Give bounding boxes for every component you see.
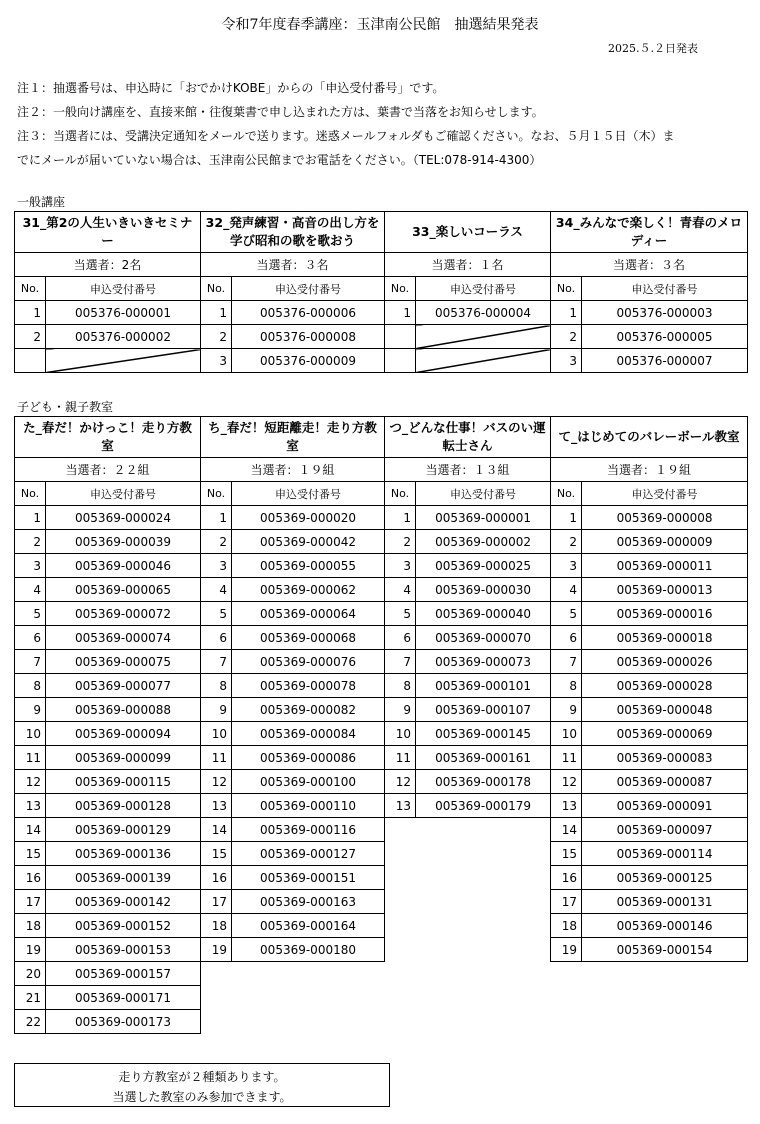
notice-line-1: 走り方教室が２種類あります。 bbox=[118, 1070, 286, 1084]
blank-cell bbox=[201, 962, 232, 986]
entry-no: 13 bbox=[15, 794, 46, 818]
entry-number: 005369-000101 bbox=[416, 674, 551, 698]
blank-cell bbox=[416, 842, 551, 866]
blank-cell bbox=[232, 962, 385, 986]
entry-no: 5 bbox=[15, 602, 46, 626]
entry-no: 2 bbox=[551, 325, 582, 349]
entry-number: 005369-000076 bbox=[232, 650, 385, 674]
entry-number: 005376-000006 bbox=[232, 301, 385, 325]
entry-number: 005369-000094 bbox=[46, 722, 201, 746]
entry-number: 005376-000009 bbox=[232, 349, 385, 373]
no-header: No. bbox=[385, 277, 416, 301]
entry-no: 10 bbox=[385, 722, 416, 746]
entry-no: 9 bbox=[385, 698, 416, 722]
entry-no: 5 bbox=[201, 602, 232, 626]
notes bbox=[17, 76, 747, 172]
entry-no: 2 bbox=[385, 530, 416, 554]
course-title: て_はじめてのバレーボール教室 bbox=[551, 417, 748, 458]
entry-number: 005369-000086 bbox=[232, 746, 385, 770]
entry-number: 005369-000002 bbox=[416, 530, 551, 554]
no-header: No. bbox=[551, 482, 582, 506]
entry-number: 005369-000100 bbox=[232, 770, 385, 794]
blank-cell bbox=[416, 986, 551, 1010]
note-2: 注２：一般向け講座を、直接来館・往復葉書で申し込まれた方は、葉書で当落をお知らせします。 bbox=[17, 105, 544, 119]
entry-no: 19 bbox=[15, 938, 46, 962]
entry-no: 11 bbox=[385, 746, 416, 770]
kids-heading: 子ども・親子教室 bbox=[17, 400, 114, 414]
entry-number: 005369-000078 bbox=[232, 674, 385, 698]
table-row bbox=[15, 530, 748, 554]
entry-no: 11 bbox=[15, 746, 46, 770]
entry-no: 4 bbox=[551, 578, 582, 602]
entry-no: 14 bbox=[201, 818, 232, 842]
blank-cell bbox=[416, 914, 551, 938]
entry-number: 005369-000048 bbox=[582, 698, 748, 722]
entry-number: 005369-000142 bbox=[46, 890, 201, 914]
entry-no: 8 bbox=[15, 674, 46, 698]
entry-no: 3 bbox=[551, 554, 582, 578]
entry-no: 11 bbox=[201, 746, 232, 770]
note-3: 注３：当選者には、受講決定通知をメールで送ります。迷惑メールフォルダもご確認ください。なお、５月１５日（木）ま bbox=[17, 129, 675, 143]
entry-no: 13 bbox=[385, 794, 416, 818]
table-row bbox=[15, 626, 748, 650]
entry-number: 005369-000068 bbox=[232, 626, 385, 650]
entry-no: 11 bbox=[551, 746, 582, 770]
entry-no: 2 bbox=[201, 325, 232, 349]
table-row bbox=[15, 349, 748, 373]
entry-no: 4 bbox=[385, 578, 416, 602]
entry-no: 5 bbox=[385, 602, 416, 626]
entry-no: 10 bbox=[15, 722, 46, 746]
entry-number: 005369-000116 bbox=[232, 818, 385, 842]
blank-cell bbox=[551, 1010, 582, 1034]
entry-no: 15 bbox=[15, 842, 46, 866]
entry-number: 005369-000163 bbox=[232, 890, 385, 914]
winner-count-row bbox=[15, 458, 748, 482]
no-header: No. bbox=[551, 277, 582, 301]
entry-number: 005369-000139 bbox=[46, 866, 201, 890]
course-title: 34_みんなで楽しく！青春のメロディー bbox=[551, 212, 748, 253]
number-header: 申込受付番号 bbox=[582, 277, 748, 301]
blank-cell bbox=[551, 986, 582, 1010]
table-row bbox=[15, 506, 748, 530]
entry-no: 21 bbox=[15, 986, 46, 1010]
entry-no: 4 bbox=[15, 578, 46, 602]
blank-cell bbox=[385, 866, 416, 890]
entry-no: 1 bbox=[15, 506, 46, 530]
entry-no: 7 bbox=[551, 650, 582, 674]
entry-no: 8 bbox=[385, 674, 416, 698]
notice-line-2: 当選した教室のみ参加できます。 bbox=[112, 1090, 292, 1104]
table-row bbox=[15, 1010, 748, 1034]
entry-number: 005369-000042 bbox=[232, 530, 385, 554]
table-row bbox=[15, 914, 748, 938]
course-title: た_春だ！かけっこ！走り方教室 bbox=[15, 417, 201, 458]
blank-cell bbox=[582, 986, 748, 1010]
entry-number: 005369-000129 bbox=[46, 818, 201, 842]
entry-no: 3 bbox=[201, 554, 232, 578]
winner-count: 当選者：１３組 bbox=[385, 458, 551, 482]
table-row bbox=[15, 962, 748, 986]
entry-no: 7 bbox=[15, 650, 46, 674]
no-header: No. bbox=[15, 482, 46, 506]
entry-no: 16 bbox=[551, 866, 582, 890]
entry-no: 8 bbox=[551, 674, 582, 698]
entry-no: 2 bbox=[15, 325, 46, 349]
number-header: 申込受付番号 bbox=[46, 277, 201, 301]
empty-no-cell bbox=[385, 349, 416, 373]
table-row bbox=[15, 325, 748, 349]
note-1: 注１：抽選番号は、申込時に「おでかけKOBE」からの「申込受付番号」です。 bbox=[17, 81, 445, 95]
course-title: 33_楽しいコーラス bbox=[385, 212, 551, 253]
entry-no: 19 bbox=[201, 938, 232, 962]
entry-number: 005369-000026 bbox=[582, 650, 748, 674]
entry-no: 15 bbox=[201, 842, 232, 866]
table-row bbox=[15, 578, 748, 602]
entry-no: 16 bbox=[201, 866, 232, 890]
entry-number: 005369-000074 bbox=[46, 626, 201, 650]
entry-no: 3 bbox=[551, 349, 582, 373]
entry-number: 005369-000114 bbox=[582, 842, 748, 866]
entry-number: 005369-000171 bbox=[46, 986, 201, 1010]
entry-no: 1 bbox=[385, 301, 416, 325]
entry-number: 005369-000099 bbox=[46, 746, 201, 770]
entry-number: 005369-000030 bbox=[416, 578, 551, 602]
general-heading: 一般講座 bbox=[17, 195, 66, 209]
entry-no: 6 bbox=[201, 626, 232, 650]
winner-count: 当選者：１９組 bbox=[201, 458, 385, 482]
number-header: 申込受付番号 bbox=[416, 482, 551, 506]
note-3-cont: でにメールが届いていない場合は、玉津南公民館までお電話をください。（TEL:078-914-4300） bbox=[17, 153, 542, 167]
crossed-out-cell bbox=[416, 325, 551, 349]
number-header: 申込受付番号 bbox=[582, 482, 748, 506]
entry-number: 005369-000013 bbox=[582, 578, 748, 602]
blank-cell bbox=[416, 866, 551, 890]
no-header: No. bbox=[385, 482, 416, 506]
entry-number: 005369-000072 bbox=[46, 602, 201, 626]
entry-no: 1 bbox=[15, 301, 46, 325]
entry-no: 18 bbox=[551, 914, 582, 938]
blank-cell bbox=[385, 938, 416, 962]
entry-number: 005369-000087 bbox=[582, 770, 748, 794]
entry-number: 005369-000097 bbox=[582, 818, 748, 842]
entry-no: 3 bbox=[385, 554, 416, 578]
entry-number: 005369-000110 bbox=[232, 794, 385, 818]
winner-count: 当選者：2名 bbox=[15, 253, 201, 277]
blank-cell bbox=[385, 890, 416, 914]
entry-number: 005376-000007 bbox=[582, 349, 748, 373]
entry-no: 1 bbox=[201, 301, 232, 325]
no-header: No. bbox=[201, 277, 232, 301]
entry-no: 16 bbox=[15, 866, 46, 890]
blank-cell bbox=[232, 986, 385, 1010]
number-header: 申込受付番号 bbox=[416, 277, 551, 301]
table-row bbox=[15, 890, 748, 914]
entry-no: 13 bbox=[551, 794, 582, 818]
entry-number: 005369-000157 bbox=[46, 962, 201, 986]
entry-number: 005369-000040 bbox=[416, 602, 551, 626]
entry-number: 005369-000115 bbox=[46, 770, 201, 794]
course-title: 32_発声練習・高音の出し方を学び昭和の歌を歌おう bbox=[201, 212, 385, 253]
number-header: 申込受付番号 bbox=[46, 482, 201, 506]
entry-number: 005369-000008 bbox=[582, 506, 748, 530]
entry-no: 7 bbox=[201, 650, 232, 674]
entry-no: 3 bbox=[201, 349, 232, 373]
winner-count: 当選者：２２組 bbox=[15, 458, 201, 482]
entry-number: 005369-000088 bbox=[46, 698, 201, 722]
course-title-row bbox=[15, 417, 748, 458]
entry-no: 1 bbox=[551, 506, 582, 530]
blank-cell bbox=[232, 1010, 385, 1034]
entry-number: 005369-000178 bbox=[416, 770, 551, 794]
notice-box bbox=[14, 1063, 390, 1107]
entry-number: 005369-000152 bbox=[46, 914, 201, 938]
crossed-out-cell bbox=[416, 349, 551, 373]
no-header: No. bbox=[15, 277, 46, 301]
entry-number: 005369-000046 bbox=[46, 554, 201, 578]
entry-no: 7 bbox=[385, 650, 416, 674]
entry-no: 1 bbox=[551, 301, 582, 325]
entry-number: 005369-000039 bbox=[46, 530, 201, 554]
entry-no: 17 bbox=[15, 890, 46, 914]
entry-no: 20 bbox=[15, 962, 46, 986]
entry-no: 1 bbox=[201, 506, 232, 530]
general-results-table bbox=[14, 211, 748, 373]
table-row bbox=[15, 650, 748, 674]
table-row bbox=[15, 770, 748, 794]
entry-number: 005369-000153 bbox=[46, 938, 201, 962]
course-title: つ_どんな仕事！バスのい運転士さん bbox=[385, 417, 551, 458]
blank-cell bbox=[385, 818, 416, 842]
column-header-row bbox=[15, 277, 748, 301]
blank-cell bbox=[416, 890, 551, 914]
entry-no: 12 bbox=[15, 770, 46, 794]
entry-no: 9 bbox=[551, 698, 582, 722]
entry-number: 005369-000136 bbox=[46, 842, 201, 866]
course-title: ち_春だ！短距離走！走り方教室 bbox=[201, 417, 385, 458]
entry-number: 005369-000179 bbox=[416, 794, 551, 818]
no-header: No. bbox=[201, 482, 232, 506]
table-row bbox=[15, 866, 748, 890]
crossed-out-cell bbox=[46, 349, 201, 373]
entry-no: 1 bbox=[385, 506, 416, 530]
entry-number: 005369-000164 bbox=[232, 914, 385, 938]
kids-results-table bbox=[14, 416, 748, 1034]
entry-number: 005369-000070 bbox=[416, 626, 551, 650]
entry-number: 005376-000008 bbox=[232, 325, 385, 349]
entry-no: 15 bbox=[551, 842, 582, 866]
page-title: 令和7年度春季講座：玉津南公民館 抽選結果発表 bbox=[221, 17, 539, 33]
table-row bbox=[15, 722, 748, 746]
entry-number: 005369-000069 bbox=[582, 722, 748, 746]
table-row bbox=[15, 674, 748, 698]
entry-number: 005369-000020 bbox=[232, 506, 385, 530]
entry-no: 14 bbox=[15, 818, 46, 842]
entry-number: 005369-000025 bbox=[416, 554, 551, 578]
table-row bbox=[15, 602, 748, 626]
entry-number: 005369-000180 bbox=[232, 938, 385, 962]
entry-number: 005376-000003 bbox=[582, 301, 748, 325]
entry-number: 005369-000062 bbox=[232, 578, 385, 602]
table-row bbox=[15, 746, 748, 770]
entry-no: 10 bbox=[201, 722, 232, 746]
entry-number: 005369-000091 bbox=[582, 794, 748, 818]
winner-count: 当選者：３名 bbox=[551, 253, 748, 277]
entry-number: 005369-000077 bbox=[46, 674, 201, 698]
entry-no: 5 bbox=[551, 602, 582, 626]
blank-cell bbox=[385, 1010, 416, 1034]
winner-count: 当選者：１９組 bbox=[551, 458, 748, 482]
entry-no: 12 bbox=[201, 770, 232, 794]
empty-no-cell bbox=[385, 325, 416, 349]
entry-number: 005369-000084 bbox=[232, 722, 385, 746]
blank-cell bbox=[385, 842, 416, 866]
entry-number: 005369-000173 bbox=[46, 1010, 201, 1034]
entry-number: 005369-000065 bbox=[46, 578, 201, 602]
table-row bbox=[15, 938, 748, 962]
entry-number: 005376-000004 bbox=[416, 301, 551, 325]
entry-number: 005369-000125 bbox=[582, 866, 748, 890]
blank-cell bbox=[582, 962, 748, 986]
entry-number: 005369-000127 bbox=[232, 842, 385, 866]
entry-number: 005369-000131 bbox=[582, 890, 748, 914]
entry-number: 005369-000016 bbox=[582, 602, 748, 626]
blank-cell bbox=[385, 986, 416, 1010]
entry-no: 14 bbox=[551, 818, 582, 842]
empty-no-cell bbox=[15, 349, 46, 373]
entry-no: 13 bbox=[201, 794, 232, 818]
entry-no: 19 bbox=[551, 938, 582, 962]
entry-number: 005369-000145 bbox=[416, 722, 551, 746]
blank-cell bbox=[416, 962, 551, 986]
winner-count-row bbox=[15, 253, 748, 277]
table-row bbox=[15, 818, 748, 842]
entry-number: 005369-000028 bbox=[582, 674, 748, 698]
announcement-date: 2025.５.２日発表 bbox=[608, 42, 698, 55]
blank-cell bbox=[385, 962, 416, 986]
table-row bbox=[15, 698, 748, 722]
entry-no: 2 bbox=[201, 530, 232, 554]
blank-cell bbox=[551, 962, 582, 986]
entry-number: 005369-000128 bbox=[46, 794, 201, 818]
entry-number: 005369-000083 bbox=[582, 746, 748, 770]
entry-no: 3 bbox=[15, 554, 46, 578]
entry-no: 8 bbox=[201, 674, 232, 698]
entry-no: 17 bbox=[201, 890, 232, 914]
entry-number: 005369-000064 bbox=[232, 602, 385, 626]
entry-number: 005369-000024 bbox=[46, 506, 201, 530]
entry-no: 2 bbox=[15, 530, 46, 554]
entry-no: 12 bbox=[385, 770, 416, 794]
entry-number: 005376-000001 bbox=[46, 301, 201, 325]
entry-number: 005369-000073 bbox=[416, 650, 551, 674]
entry-no: 18 bbox=[15, 914, 46, 938]
blank-cell bbox=[416, 818, 551, 842]
entry-number: 005369-000151 bbox=[232, 866, 385, 890]
entry-number: 005376-000002 bbox=[46, 325, 201, 349]
entry-no: 6 bbox=[15, 626, 46, 650]
entry-no: 18 bbox=[201, 914, 232, 938]
entry-number: 005369-000161 bbox=[416, 746, 551, 770]
entry-number: 005369-000107 bbox=[416, 698, 551, 722]
table-row bbox=[15, 554, 748, 578]
entry-no: 2 bbox=[551, 530, 582, 554]
blank-cell bbox=[582, 1010, 748, 1034]
blank-cell bbox=[385, 914, 416, 938]
course-title: 31_第2の人生いきいきセミナー bbox=[15, 212, 201, 253]
table-row bbox=[15, 986, 748, 1010]
entry-number: 005369-000055 bbox=[232, 554, 385, 578]
entry-no: 12 bbox=[551, 770, 582, 794]
blank-cell bbox=[416, 1010, 551, 1034]
entry-number: 005369-000082 bbox=[232, 698, 385, 722]
blank-cell bbox=[416, 938, 551, 962]
number-header: 申込受付番号 bbox=[232, 482, 385, 506]
entry-no: 22 bbox=[15, 1010, 46, 1034]
table-row bbox=[15, 301, 748, 325]
entry-no: 4 bbox=[201, 578, 232, 602]
entry-no: 10 bbox=[551, 722, 582, 746]
entry-number: 005369-000018 bbox=[582, 626, 748, 650]
entry-number: 005369-000075 bbox=[46, 650, 201, 674]
table-row bbox=[15, 794, 748, 818]
entry-no: 17 bbox=[551, 890, 582, 914]
blank-cell bbox=[201, 1010, 232, 1034]
entry-no: 9 bbox=[201, 698, 232, 722]
winner-count: 当選者：１名 bbox=[385, 253, 551, 277]
column-header-row bbox=[15, 482, 748, 506]
entry-no: 9 bbox=[15, 698, 46, 722]
entry-number: 005369-000154 bbox=[582, 938, 748, 962]
entry-no: 6 bbox=[551, 626, 582, 650]
entry-number: 005369-000001 bbox=[416, 506, 551, 530]
winner-count: 当選者：３名 bbox=[201, 253, 385, 277]
entry-number: 005369-000009 bbox=[582, 530, 748, 554]
blank-cell bbox=[201, 986, 232, 1010]
entry-number: 005369-000011 bbox=[582, 554, 748, 578]
table-row bbox=[15, 842, 748, 866]
number-header: 申込受付番号 bbox=[232, 277, 385, 301]
entry-number: 005369-000146 bbox=[582, 914, 748, 938]
entry-number: 005376-000005 bbox=[582, 325, 748, 349]
course-title-row bbox=[15, 212, 748, 253]
entry-no: 6 bbox=[385, 626, 416, 650]
